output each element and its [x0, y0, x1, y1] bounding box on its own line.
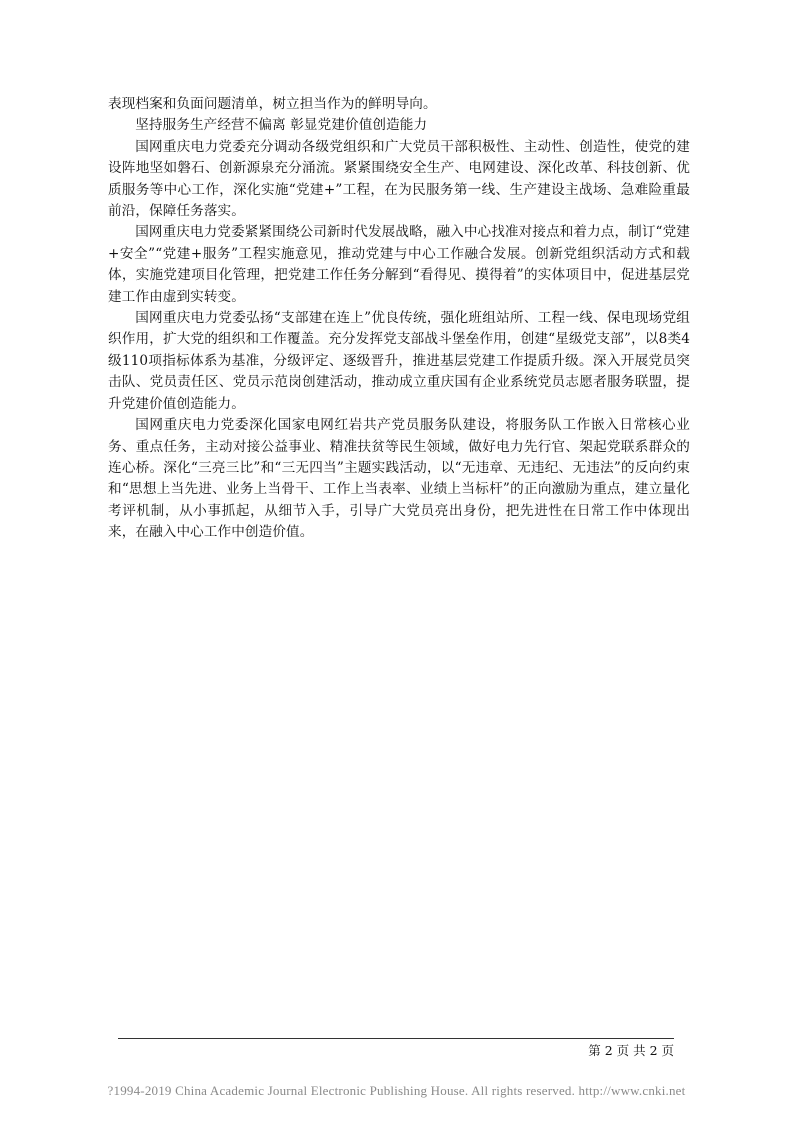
article-body: [108, 94, 690, 544]
section-heading: 坚持服务生产经营不偏离 彰显党建价值创造能力: [135, 117, 428, 134]
paragraph: 国网重庆电力党委深化国家电网红岩共产党员服务队建设，将服务队工作嵌入日常核心业务、重点任务，主动对接公益事业、精准扶贫等民生领域，做好电力先行官、架起党联系群众的连心桥。深化“三亮三比”和“三无四当”主题实践活动，以“无违章、无违纪、无违法”的反向约束和“思想上当先进、业务上当骨干、工作上当表率、业绩上当标杆”的正向激励为重点，建立量化考评机制，从小事抓起，从细节入手，引导广大党员亮出身份，把先进性在日常工作中体现出来，在融入中心工作中创造价值。: [108, 417, 690, 541]
copyright-notice: ?1994-2019 China Academic Journal Electronic Publishing House. All rights reserved. http://www.cnki.net: [107, 1083, 686, 1098]
paragraph: 国网重庆电力党委弘扬“支部建在连上”优良传统，强化班组站所、工程一线、保电现场党组织作用，扩大党的组织和工作覆盖。充分发挥党支部战斗堡垒作用，创建“星级党支部”，以8类4级110项指标体系为基准，分级评定、逐级晋升，推进基层党建工作提质升级。深入开展党员突击队、党员责任区、党员示范岗创建活动，推动成立重庆国有企业系统党员志愿者服务联盟，提升党建价值创造能力。: [108, 310, 690, 412]
page-number: 第 2 页 共 2 页: [588, 1043, 674, 1058]
paragraph: 国网重庆电力党委紧紧围绕公司新时代发展战略，融入中心找准对接点和着力点，制订“党建+安全”“党建+服务”工程实施意见，推动党建与中心工作融合发展。创新党组织活动方式和载体，实施党建项目化管理，把党建工作任务分解到“看得见、摸得着”的实体项目中，促进基层党建工作由虚到实转变。: [108, 224, 690, 305]
footer-divider: [118, 1038, 674, 1039]
paragraph: 国网重庆电力党委充分调动各级党组织和广大党员干部积极性、主动性、创造性，使党的建设阵地坚如磐石、创新源泉充分涌流。紧紧围绕安全生产、电网建设、深化改革、科技创新、优质服务等中心工作，深化实施“党建+”工程，在为民服务第一线、生产建设主战场、急难险重最前沿，保障任务落实。: [108, 138, 690, 220]
paragraph-continuation: 表现档案和负面问题清单，树立担当作为的鲜明导向。: [108, 96, 437, 112]
